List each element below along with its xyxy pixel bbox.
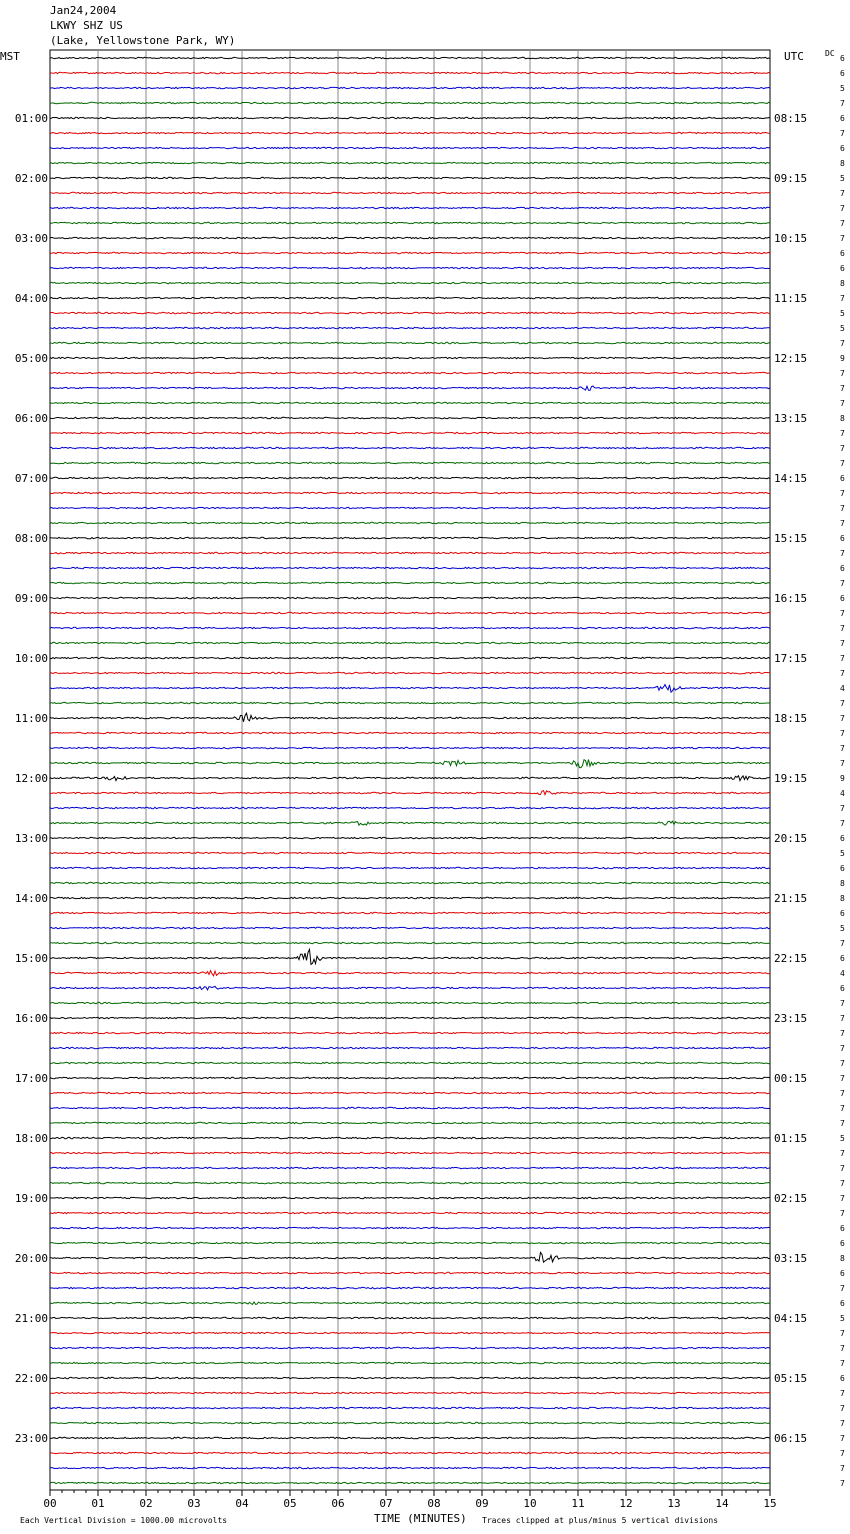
seismic-trace [50,462,770,463]
left-hour-label: 10:00 [14,652,48,665]
right-hour-label: 00:15 [774,1072,808,1085]
seismic-trace [50,1092,770,1093]
dc-offset-value: 6 [840,1374,845,1383]
seismic-trace [50,912,770,913]
dc-offset-value: 5 [840,924,845,933]
seismic-trace [50,1002,770,1003]
seismic-trace [50,837,770,838]
seismic-trace [50,237,770,238]
right-hour-label: 21:15 [774,892,808,905]
dc-offset-value: 7 [840,519,845,528]
seismic-trace [50,1422,770,1423]
station-location: (Lake, Yellowstone Park, WY) [50,34,236,47]
dc-offset-value: 7 [840,1014,845,1023]
dc-offset-value: 5 [840,174,845,183]
right-hour-label: 11:15 [774,292,808,305]
dc-offset-value: 7 [840,1089,845,1098]
dc-offset-value: 7 [840,759,845,768]
dc-offset-value: 6 [840,249,845,258]
dc-offset-value: 7 [840,729,845,738]
dc-offset-value: 6 [840,1299,845,1308]
dc-offset-value: 7 [840,1479,845,1488]
left-hour-label: 15:00 [14,952,48,965]
x-tick-label: 04 [235,1497,249,1510]
left-hour-label: 07:00 [14,472,48,485]
right-hour-label: 23:15 [774,1012,808,1025]
left-hour-label: 03:00 [14,232,48,245]
dc-offset-value: 7 [840,744,845,753]
plot-date: Jan24,2004 [50,4,117,17]
dc-offset-value: 6 [840,984,845,993]
seismic-trace [50,1077,770,1078]
seismic-trace [50,867,770,868]
seismic-trace [50,732,770,733]
seismic-trace [50,447,770,448]
dc-offset-value: 6 [840,1269,845,1278]
dc-offset-value: 7 [840,204,845,213]
dc-offset-value: 8 [840,159,845,168]
dc-offset-value: 7 [840,549,845,558]
seismic-trace [50,1302,770,1305]
seismic-trace [50,657,770,658]
dc-offset-value: 7 [840,714,845,723]
seismic-trace [50,927,770,928]
seismic-trace [50,627,770,628]
dc-offset-value: 6 [840,144,845,153]
x-tick-label: 15 [763,1497,777,1510]
dc-offset-value: 7 [840,1464,845,1473]
left-hour-label: 08:00 [14,532,48,545]
dc-offset-value: 4 [840,684,845,693]
seismic-trace [50,537,770,538]
x-tick-label: 00 [43,1497,57,1510]
seismic-trace [50,821,770,825]
dc-offset-value: 8 [840,414,845,423]
dc-offset-value: 7 [840,504,845,513]
x-tick-label: 12 [619,1497,633,1510]
seismic-trace [50,1332,770,1333]
seismic-trace [50,342,770,343]
seismic-trace [50,685,770,693]
x-tick-label: 06 [331,1497,345,1510]
clip-note: Traces clipped at plus/minus 5 vertical divisions [482,1516,719,1525]
dc-offset-value: 7 [840,819,845,828]
dc-offset-value: 7 [840,1104,845,1113]
dc-offset-value: 8 [840,279,845,288]
dc-offset-value: 8 [840,1254,845,1263]
dc-offset-value: 7 [840,429,845,438]
seismic-trace [50,1452,770,1453]
seismic-trace [50,612,770,613]
left-hour-label: 09:00 [14,592,48,605]
seismic-trace [50,1467,770,1468]
seismic-trace [50,882,770,883]
x-axis-label: TIME (MINUTES) [374,1512,467,1525]
seismic-trace [50,1032,770,1033]
seismic-trace [50,1107,770,1108]
right-hour-label: 12:15 [774,352,808,365]
seismic-trace [50,1122,770,1123]
seismic-trace [50,971,770,976]
right-hour-label: 19:15 [774,772,808,785]
seismic-trace [50,642,770,643]
right-hour-label: 18:15 [774,712,808,725]
seismic-trace [50,1017,770,1018]
x-tick-label: 05 [283,1497,297,1510]
seismic-trace [50,1482,770,1483]
seismic-trace [50,492,770,493]
dc-offset-value: 6 [840,474,845,483]
seismic-trace [50,1047,770,1048]
right-hour-label: 20:15 [774,832,808,845]
left-hour-label: 19:00 [14,1192,48,1205]
dc-offset-value: 7 [840,294,845,303]
seismic-trace [50,1062,770,1063]
dc-offset-value: 5 [840,1134,845,1143]
seismic-trace [50,507,770,508]
dc-offset-value: 7 [840,189,845,198]
dc-offset-value: 7 [840,1074,845,1083]
left-hour-label: 14:00 [14,892,48,905]
seismic-trace [50,252,770,253]
seismic-trace [50,1197,770,1198]
left-hour-label: 01:00 [14,112,48,125]
seismic-trace [50,207,770,208]
seismic-trace [50,852,770,853]
seismic-trace [50,222,770,223]
x-tick-label: 13 [667,1497,681,1510]
left-hour-label: 11:00 [14,712,48,725]
right-hour-label: 22:15 [774,952,808,965]
dc-offset-value: 7 [840,1149,845,1158]
right-hour-label: 09:15 [774,172,808,185]
seismic-trace [50,747,770,748]
x-tick-label: 09 [475,1497,489,1510]
right-hour-label: 13:15 [774,412,808,425]
dc-offset-value: 7 [840,1389,845,1398]
dc-offset-value: 5 [840,1314,845,1323]
dc-offset-value: 6 [840,1224,845,1233]
x-tick-label: 08 [427,1497,441,1510]
seismic-trace [50,942,770,943]
dc-offset-value: 7 [840,399,845,408]
right-hour-label: 08:15 [774,112,808,125]
seismic-trace [50,327,770,328]
seismic-trace [50,949,770,964]
dc-offset-value: 7 [840,939,845,948]
right-hour-label: 05:15 [774,1372,808,1385]
dc-offset-value: 7 [840,1029,845,1038]
seismic-trace [50,1152,770,1153]
x-tick-label: 03 [187,1497,201,1510]
left-hour-label: 23:00 [14,1432,48,1445]
dc-offset-value: 6 [840,564,845,573]
seismic-trace [50,791,770,795]
seismic-trace [50,1317,770,1318]
dc-offset-value: 6 [840,54,845,63]
seismic-trace [50,582,770,583]
seismic-trace [50,1407,770,1408]
seismic-trace [50,57,770,58]
seismic-trace [50,117,770,118]
seismic-trace [50,282,770,283]
dc-offset-value: 6 [840,264,845,273]
station-code: LKWY SHZ US [50,19,123,32]
plot-frame [50,50,770,1490]
scale-note: Each Vertical Division = 1000.00 microvolts [20,1516,228,1525]
dc-offset-value: 6 [840,534,845,543]
seismic-trace [50,102,770,103]
dc-offset-value: 7 [840,489,845,498]
dc-offset-value: 7 [840,234,845,243]
dc-offset-value: 7 [840,804,845,813]
right-hour-label: 01:15 [774,1132,808,1145]
dc-offset-value: 7 [840,99,845,108]
seismic-trace [50,477,770,478]
dc-offset-value: 6 [840,954,845,963]
left-hour-label: 06:00 [14,412,48,425]
dc-offset-value: 5 [840,84,845,93]
seismic-trace [50,386,770,390]
dc-offset-value: 7 [840,699,845,708]
left-hour-label: 05:00 [14,352,48,365]
dc-offset-value: 6 [840,909,845,918]
seismic-trace [50,162,770,163]
right-hour-label: 10:15 [774,232,808,245]
dc-offset-value: 6 [840,114,845,123]
dc-offset-value: 7 [840,999,845,1008]
dc-offset-value: 6 [840,69,845,78]
seismic-trace [50,132,770,133]
seismic-trace [50,357,770,358]
seismic-trace [50,432,770,433]
right-hour-label: 06:15 [774,1432,808,1445]
dc-offset-value: 7 [840,129,845,138]
seismic-trace [50,72,770,73]
seismic-trace [50,1167,770,1168]
dc-offset-value: 7 [840,1209,845,1218]
seismic-trace [50,552,770,553]
x-tick-label: 10 [523,1497,537,1510]
seismic-trace [50,402,770,403]
dc-offset-value: 9 [840,354,845,363]
dc-offset-value: 7 [840,1119,845,1128]
left-hour-label: 12:00 [14,772,48,785]
left-hour-label: 21:00 [14,1312,48,1325]
left-hour-label: 02:00 [14,172,48,185]
seismic-trace [50,1437,770,1438]
x-tick-label: 02 [139,1497,153,1510]
seismic-trace [50,1392,770,1393]
seismic-trace [50,713,770,722]
seismic-trace [50,312,770,313]
dc-offset-value: 7 [840,369,845,378]
dc-offset-value: 7 [840,1194,845,1203]
seismic-trace [50,897,770,898]
right-hour-label: 16:15 [774,592,808,605]
seismic-trace [50,1272,770,1273]
dc-offset-value: 7 [840,1419,845,1428]
x-tick-label: 07 [379,1497,393,1510]
seismic-trace [50,567,770,568]
seismic-trace [50,147,770,148]
seismic-trace [50,522,770,523]
dc-offset-value: 7 [840,444,845,453]
seismic-trace [50,1242,770,1243]
dc-offset-value: 6 [840,834,845,843]
dc-offset-value: 8 [840,894,845,903]
seismic-trace [50,1377,770,1378]
dc-offset-value: 6 [840,864,845,873]
dc-offset-value: 7 [840,1179,845,1188]
seismic-trace [50,372,770,373]
right-hour-label: 04:15 [774,1312,808,1325]
left-hour-label: 20:00 [14,1252,48,1265]
dc-offset-value: 7 [840,1329,845,1338]
x-tick-label: 01 [91,1497,105,1510]
dc-offset-value: 7 [840,609,845,618]
dc-offset-value: 4 [840,789,845,798]
dc-offset-value: 6 [840,1239,845,1248]
dc-offset-value: 7 [840,1164,845,1173]
dc-offset-value: 7 [840,1359,845,1368]
seismic-trace [50,776,770,781]
dc-offset-value: 7 [840,654,845,663]
dc-offset-value: 7 [840,624,845,633]
seismic-trace [50,597,770,598]
dc-offset-value: 5 [840,849,845,858]
left-hour-label: 13:00 [14,832,48,845]
seismic-trace [50,1227,770,1228]
left-timezone-label: MST [0,50,20,63]
dc-offset-value: 7 [840,1434,845,1443]
dc-offset-value: 7 [840,339,845,348]
seismic-trace [50,672,770,674]
dc-offset-value: 7 [840,1344,845,1353]
seismic-trace [50,297,770,298]
dc-offset-value: 4 [840,969,845,978]
seismic-trace [50,177,770,178]
right-hour-label: 17:15 [774,652,808,665]
dc-offset-value: 7 [840,1404,845,1413]
left-hour-label: 18:00 [14,1132,48,1145]
dc-offset-value: 6 [840,594,845,603]
dc-offset-value: 7 [840,639,845,648]
seismic-trace [50,192,770,193]
dc-offset-value: 7 [840,1044,845,1053]
right-hour-label: 03:15 [774,1252,808,1265]
seismic-trace [50,1137,770,1138]
seismic-trace [50,87,770,88]
dc-offset-header: DC [825,49,835,58]
dc-offset-value: 7 [840,384,845,393]
left-hour-label: 22:00 [14,1372,48,1385]
left-hour-label: 04:00 [14,292,48,305]
right-hour-label: 14:15 [774,472,808,485]
dc-offset-value: 5 [840,324,845,333]
dc-offset-value: 7 [840,1284,845,1293]
x-tick-label: 14 [715,1497,729,1510]
seismic-trace [50,1362,770,1363]
seismic-trace [50,417,770,418]
seismic-trace [50,1287,770,1288]
seismic-trace [50,267,770,268]
dc-offset-value: 7 [840,669,845,678]
dc-offset-value: 7 [840,459,845,468]
dc-offset-value: 7 [840,1059,845,1068]
right-timezone-label: UTC [784,50,804,63]
dc-offset-value: 7 [840,579,845,588]
seismic-trace [50,760,770,768]
seismic-trace [50,702,770,703]
right-hour-label: 15:15 [774,532,808,545]
dc-offset-value: 7 [840,1449,845,1458]
x-tick-label: 11 [571,1497,585,1510]
seismic-trace [50,807,770,808]
seismic-trace [50,986,770,990]
dc-offset-value: 8 [840,879,845,888]
dc-offset-value: 7 [840,219,845,228]
seismic-trace [50,1212,770,1213]
seismic-trace [50,1252,770,1262]
left-hour-label: 17:00 [14,1072,48,1085]
right-hour-label: 02:15 [774,1192,808,1205]
left-hour-label: 16:00 [14,1012,48,1025]
dc-offset-value: 9 [840,774,845,783]
seismic-trace [50,1182,770,1183]
seismic-trace [50,1347,770,1348]
dc-offset-value: 5 [840,309,845,318]
